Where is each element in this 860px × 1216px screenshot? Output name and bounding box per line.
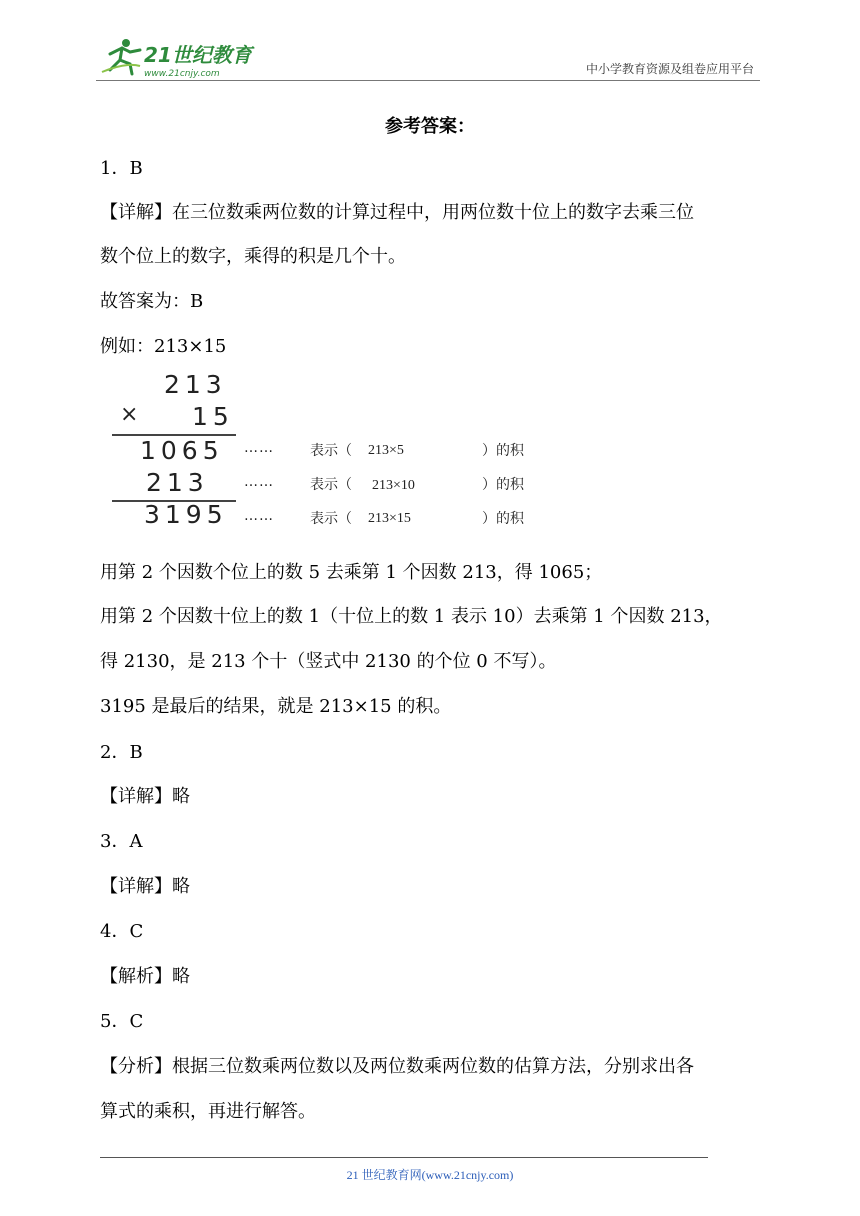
explanation-line-1: 用第 2 个因数个位上的数 5 去乘第 1 个因数 213，得 1065；: [100, 562, 603, 583]
row-1-expression: 213×5: [368, 443, 404, 458]
footer-divider: [100, 1157, 708, 1158]
answer-conclusion: 故答案为：B: [100, 291, 204, 312]
detail-1-line-1: 【详解】在三位数乘两位数的计算过程中，用两位数十位上的数字去乘三位: [100, 202, 694, 223]
answer-1: 1．B: [100, 158, 143, 179]
row-2-expression: 213×10: [372, 478, 415, 493]
row-3-suffix: ）的积: [482, 511, 524, 527]
row-3-expression: 213×15: [368, 511, 411, 526]
row-2-prefix: 表示（: [310, 477, 352, 493]
answer-5: 5．C: [100, 1011, 144, 1032]
svg-text:www.21cnjy.com: www.21cnjy.com: [144, 69, 220, 79]
times-sign: ×: [120, 402, 144, 427]
final-product: 3195: [144, 500, 228, 529]
row-2-suffix: ）的积: [482, 477, 524, 493]
analysis-5-line-2: 算式的乘积，再进行解答。: [100, 1101, 316, 1122]
dots-3: ……: [244, 508, 274, 524]
multiplier: 15: [192, 402, 234, 431]
dots-1: ……: [244, 440, 274, 456]
row-1-suffix: ）的积: [482, 443, 524, 459]
vertical-multiplication: [100, 368, 540, 532]
runner-logo-icon: [96, 36, 266, 80]
header-divider: [96, 80, 760, 81]
multiplicand: 213: [164, 370, 227, 399]
answer-2: 2．B: [100, 742, 143, 763]
analysis-4: 【解析】略: [100, 966, 190, 987]
answer-4: 4．C: [100, 921, 144, 942]
footer-link[interactable]: 21 世纪教育网(www.21cnjy.com): [346, 1168, 514, 1182]
page-title: 参考答案：: [385, 116, 475, 137]
site-logo: [96, 36, 266, 80]
detail-2: 【详解】略: [100, 786, 190, 807]
explanation-line-2: 用第 2 个因数十位上的数 1（十位上的数 1 表示 10）去乘第 1 个因数 213，: [100, 606, 723, 627]
row-3-prefix: 表示（: [310, 511, 352, 527]
header-platform-text: 中小学教育资源及组卷应用平台: [585, 62, 754, 76]
explanation-line-3: 得 2130，是 213 个十（竖式中 2130 的个位 0 不写）。: [100, 651, 557, 672]
answer-3: 3．A: [100, 831, 143, 852]
svg-text:21世纪教育: 21世纪教育: [144, 43, 252, 67]
detail-1-line-2: 数个位上的数字，乘得的积是几个十。: [100, 246, 406, 267]
dots-2: ……: [244, 474, 274, 490]
row-1-prefix: 表示（: [310, 443, 352, 459]
analysis-5-line-1: 【分析】根据三位数乘两位数以及两位数乘两位数的估算方法，分别求出各: [100, 1056, 694, 1077]
example-label: 例如：213×15: [100, 336, 227, 357]
partial-product-1: 1065: [140, 436, 224, 465]
partial-product-2: 213: [146, 468, 209, 497]
detail-3: 【详解】略: [100, 876, 190, 897]
explanation-line-4: 3195 是最后的结果，就是 213×15 的积。: [100, 696, 452, 717]
